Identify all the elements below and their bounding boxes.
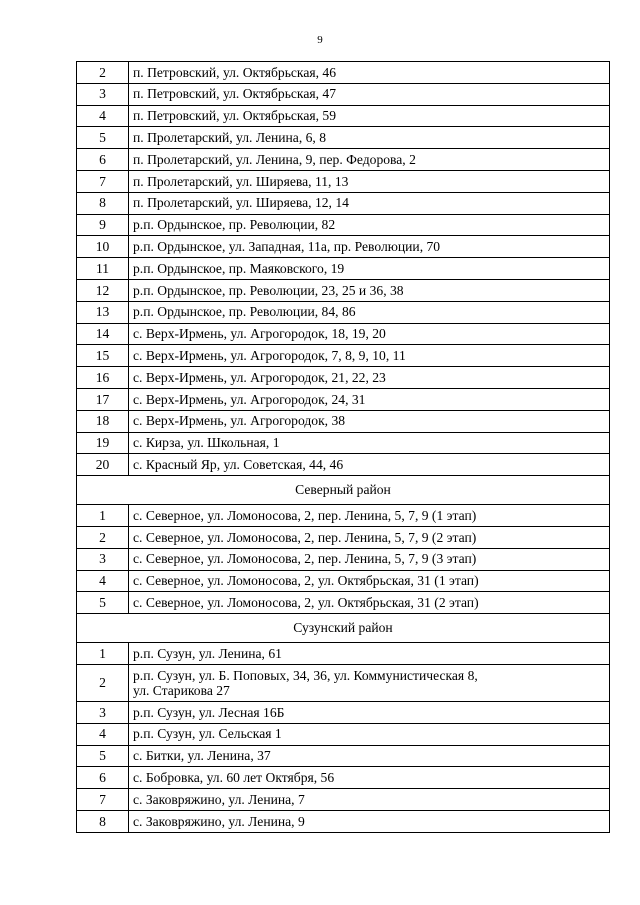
address-line: р.п. Ордынское, ул. Западная, 11а, пр. Революции, 70: [133, 239, 441, 255]
table-row: [77, 236, 610, 258]
address-line: п. Пролетарский, ул. Ленина, 9, пер. Федорова, 2: [133, 151, 416, 167]
row-number: 5: [77, 127, 129, 149]
row-number: 7: [77, 170, 129, 192]
address-line: п. Петровский, ул. Октябрьская, 47: [133, 86, 337, 102]
table-row: [77, 323, 610, 345]
address-line: р.п. Сузун, ул. Сельская 1: [133, 726, 282, 742]
row-address: [129, 643, 610, 665]
row-address: [129, 301, 610, 323]
row-number: 19: [77, 432, 129, 454]
row-address: [129, 745, 610, 767]
address-line: с. Верх-Ирмень, ул. Агрогородок, 38: [133, 413, 346, 429]
section-title: Северный район: [77, 476, 610, 505]
row-address: [129, 570, 610, 592]
row-address: [129, 192, 610, 214]
address-line: с. Заковряжино, ул. Ленина, 7: [133, 791, 305, 807]
row-address: [129, 789, 610, 811]
page-number: 9: [317, 34, 323, 46]
table-row: [77, 345, 610, 367]
row-address: [129, 214, 610, 236]
row-address: [129, 62, 610, 84]
address-line: с. Северное, ул. Ломоносова, 2, пер. Ленина, 5, 7, 9 (2 этап): [133, 529, 477, 545]
table-row: [77, 810, 610, 832]
table-row: [77, 279, 610, 301]
row-address: [129, 258, 610, 280]
row-address: [129, 236, 610, 258]
section-title: Сузунский район: [77, 614, 610, 643]
row-number: 17: [77, 388, 129, 410]
table-row: [77, 526, 610, 548]
row-number: 10: [77, 236, 129, 258]
address-line: р.п. Ордынское, пр. Революции, 82: [133, 217, 336, 233]
table-row: [77, 432, 610, 454]
table-row: [77, 592, 610, 614]
row-address: [129, 505, 610, 527]
row-number: 1: [77, 505, 129, 527]
address-line: с. Северное, ул. Ломоносова, 2, ул. Октябрьская, 31 (2 этап): [133, 595, 479, 611]
row-address: [129, 279, 610, 301]
row-number: 2: [77, 62, 129, 84]
address-line: р.п. Сузун, ул. Ленина, 61: [133, 645, 282, 661]
row-number: 2: [77, 664, 129, 701]
row-address: [129, 83, 610, 105]
address-line: п. Пролетарский, ул. Ленина, 6, 8: [133, 130, 327, 146]
row-number: 3: [77, 83, 129, 105]
address-line: п. Петровский, ул. Октябрьская, 59: [133, 108, 337, 124]
row-address: [129, 149, 610, 171]
table-row: [77, 643, 610, 665]
row-number: 15: [77, 345, 129, 367]
row-address: [129, 723, 610, 745]
row-address: [129, 592, 610, 614]
row-address: [129, 432, 610, 454]
table-row: [77, 701, 610, 723]
row-address: [129, 810, 610, 832]
row-address: [129, 548, 610, 570]
row-number: 14: [77, 323, 129, 345]
table-row: [77, 149, 610, 171]
row-number: 2: [77, 526, 129, 548]
row-address: [129, 127, 610, 149]
address-line: р.п. Сузун, ул. Б. Поповых, 34, 36, ул. Коммунистическая 8,: [133, 667, 478, 683]
address-line: р.п. Ордынское, пр. Маяковского, 19: [133, 260, 345, 276]
row-number: 4: [77, 570, 129, 592]
table-row: [77, 62, 610, 84]
row-address: [129, 388, 610, 410]
table-row: [77, 192, 610, 214]
row-number: 12: [77, 279, 129, 301]
row-address: [129, 701, 610, 723]
address-line: п. Пролетарский, ул. Ширяева, 11, 13: [133, 173, 349, 189]
row-number: 8: [77, 192, 129, 214]
table-row: [77, 767, 610, 789]
address-line: п. Пролетарский, ул. Ширяева, 12, 14: [133, 195, 349, 211]
row-number: 1: [77, 643, 129, 665]
table-row: [77, 410, 610, 432]
table-row: [77, 454, 610, 476]
address-line: р.п. Ордынское, пр. Революции, 84, 86: [133, 304, 356, 320]
address-line: с. Северное, ул. Ломоносова, 2, пер. Ленина, 5, 7, 9 (3 этап): [133, 551, 477, 567]
row-number: 8: [77, 810, 129, 832]
table-row: [77, 505, 610, 527]
table-row: [77, 745, 610, 767]
row-number: 18: [77, 410, 129, 432]
section-header-row: [77, 614, 610, 643]
table-row: [77, 127, 610, 149]
address-line: с. Северное, ул. Ломоносова, 2, ул. Октябрьская, 31 (1 этап): [133, 573, 479, 589]
row-number: 6: [77, 767, 129, 789]
row-address: [129, 345, 610, 367]
table-row: [77, 664, 610, 701]
address-line: р.п. Сузун, ул. Лесная 16Б: [133, 704, 285, 720]
row-number: 5: [77, 745, 129, 767]
table-row: [77, 367, 610, 389]
row-address: [129, 454, 610, 476]
address-line: р.п. Ордынское, пр. Революции, 23, 25 и 36, 38: [133, 282, 404, 298]
address-line: с. Бобровка, ул. 60 лет Октября, 56: [133, 770, 335, 785]
row-address: [129, 105, 610, 127]
row-address: [129, 367, 610, 389]
row-number: 5: [77, 592, 129, 614]
address-line: с. Северное, ул. Ломоносова, 2, пер. Ленина, 5, 7, 9 (1 этап): [133, 507, 477, 523]
row-number: 3: [77, 701, 129, 723]
address-table-body: [77, 62, 610, 833]
row-address: [129, 170, 610, 192]
row-number: 11: [77, 258, 129, 280]
table-row: [77, 723, 610, 745]
row-number: 3: [77, 548, 129, 570]
row-number: 4: [77, 723, 129, 745]
table-row: [77, 789, 610, 811]
row-address: [129, 323, 610, 345]
table-row: [77, 388, 610, 410]
row-address: [129, 526, 610, 548]
row-address: [129, 767, 610, 789]
table-row: [77, 258, 610, 280]
row-number: 20: [77, 454, 129, 476]
table-row: [77, 548, 610, 570]
address-line: с. Верх-Ирмень, ул. Агрогородок, 24, 31: [133, 391, 366, 407]
address-table: [76, 61, 610, 833]
address-line-continued: ул. Старикова 27: [133, 682, 230, 698]
address-line: п. Петровский, ул. Октябрьская, 46: [133, 64, 337, 80]
address-line: с. Верх-Ирмень, ул. Агрогородок, 18, 19, 20: [133, 326, 386, 342]
row-number: 16: [77, 367, 129, 389]
table-row: [77, 105, 610, 127]
table-row: [77, 214, 610, 236]
address-line: с. Красный Яр, ул. Советская, 44, 46: [133, 457, 344, 473]
address-line: с. Верх-Ирмень, ул. Агрогородок, 7, 8, 9, 10, 11: [133, 348, 406, 364]
row-address: [129, 664, 610, 701]
address-line: с. Кирза, ул. Школьная, 1: [133, 435, 280, 451]
row-number: 9: [77, 214, 129, 236]
row-number: 4: [77, 105, 129, 127]
address-line: с. Верх-Ирмень, ул. Агрогородок, 21, 22, 23: [133, 369, 386, 385]
row-number: 7: [77, 789, 129, 811]
row-number: 13: [77, 301, 129, 323]
address-line: с. Заковряжино, ул. Ленина, 9: [133, 813, 305, 829]
address-line: с. Битки, ул. Ленина, 37: [133, 748, 271, 764]
table-row: [77, 83, 610, 105]
row-address: [129, 410, 610, 432]
table-row: [77, 170, 610, 192]
table-row: [77, 301, 610, 323]
table-row: [77, 570, 610, 592]
row-number: 6: [77, 149, 129, 171]
section-header-row: [77, 476, 610, 505]
